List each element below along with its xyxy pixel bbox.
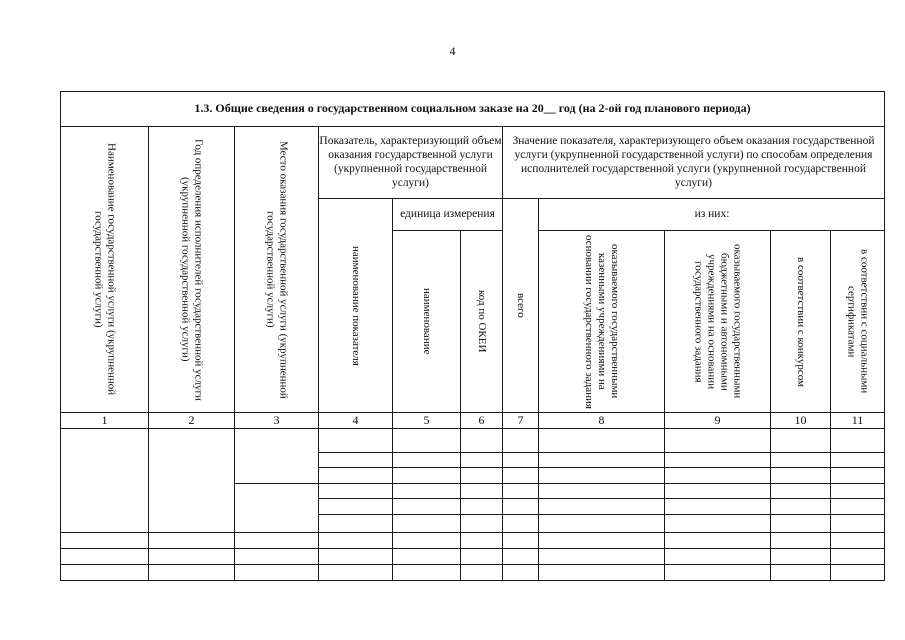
header-year: Год определения исполнителей государственной услуги (укрупненной государственной услуги) <box>179 138 205 401</box>
column-number: 1 <box>101 413 108 427</box>
column-number: 8 <box>598 413 605 427</box>
column-number: 6 <box>478 413 485 427</box>
column-number: 4 <box>352 413 359 427</box>
header-service-name: Наименование государственной услуги (укрупненной государственной услуги) <box>92 143 118 396</box>
header-unit-name: наименование <box>421 288 433 355</box>
column-number: 3 <box>273 413 280 427</box>
header-state-institutions: оказываемого государственными казенными учреждениями на основании государственного задания <box>583 234 621 409</box>
header-indicator-group: Показатель, характеризующий объем оказания государственной услуги (укрупненной государственной услуги) <box>319 135 502 189</box>
header-unit-group: единица измерения <box>400 208 495 220</box>
header-certificates: в соответствии с социальными сертификатами <box>845 249 871 394</box>
column-number: 5 <box>423 413 430 427</box>
page-number: 4 <box>449 44 456 58</box>
header-indicator-name: наименование показателя <box>350 245 362 366</box>
column-number: 2 <box>188 413 195 427</box>
header-of-which: из них: <box>694 208 730 220</box>
table-title: 1.3. Общие сведения о государственном социальном заказе на 20__ год (на 2-ой год планового периода) <box>194 101 751 115</box>
column-number: 9 <box>714 413 721 427</box>
column-number: 7 <box>517 413 524 427</box>
header-budget-institutions: оказываемого государственными бюджетными и автономными учреждениями на основании государственного задания <box>692 244 744 399</box>
header-place: Место оказания государственной услуги (укрупненной государственной услуги) <box>264 140 290 399</box>
header-total: всего <box>515 293 527 318</box>
header-competition: в соответствии с конкурсом <box>795 256 807 387</box>
column-number: 10 <box>794 413 807 427</box>
column-number: 11 <box>851 413 864 427</box>
header-value-group: Значение показателя, характеризующего объем оказания государственной услуги (укрупненной государственной услуги) по способам определения исполнителей государственной услуги (укрупненной государственной услуги) <box>512 135 875 189</box>
header-okei-code: код по ОКЕИ <box>476 290 488 353</box>
